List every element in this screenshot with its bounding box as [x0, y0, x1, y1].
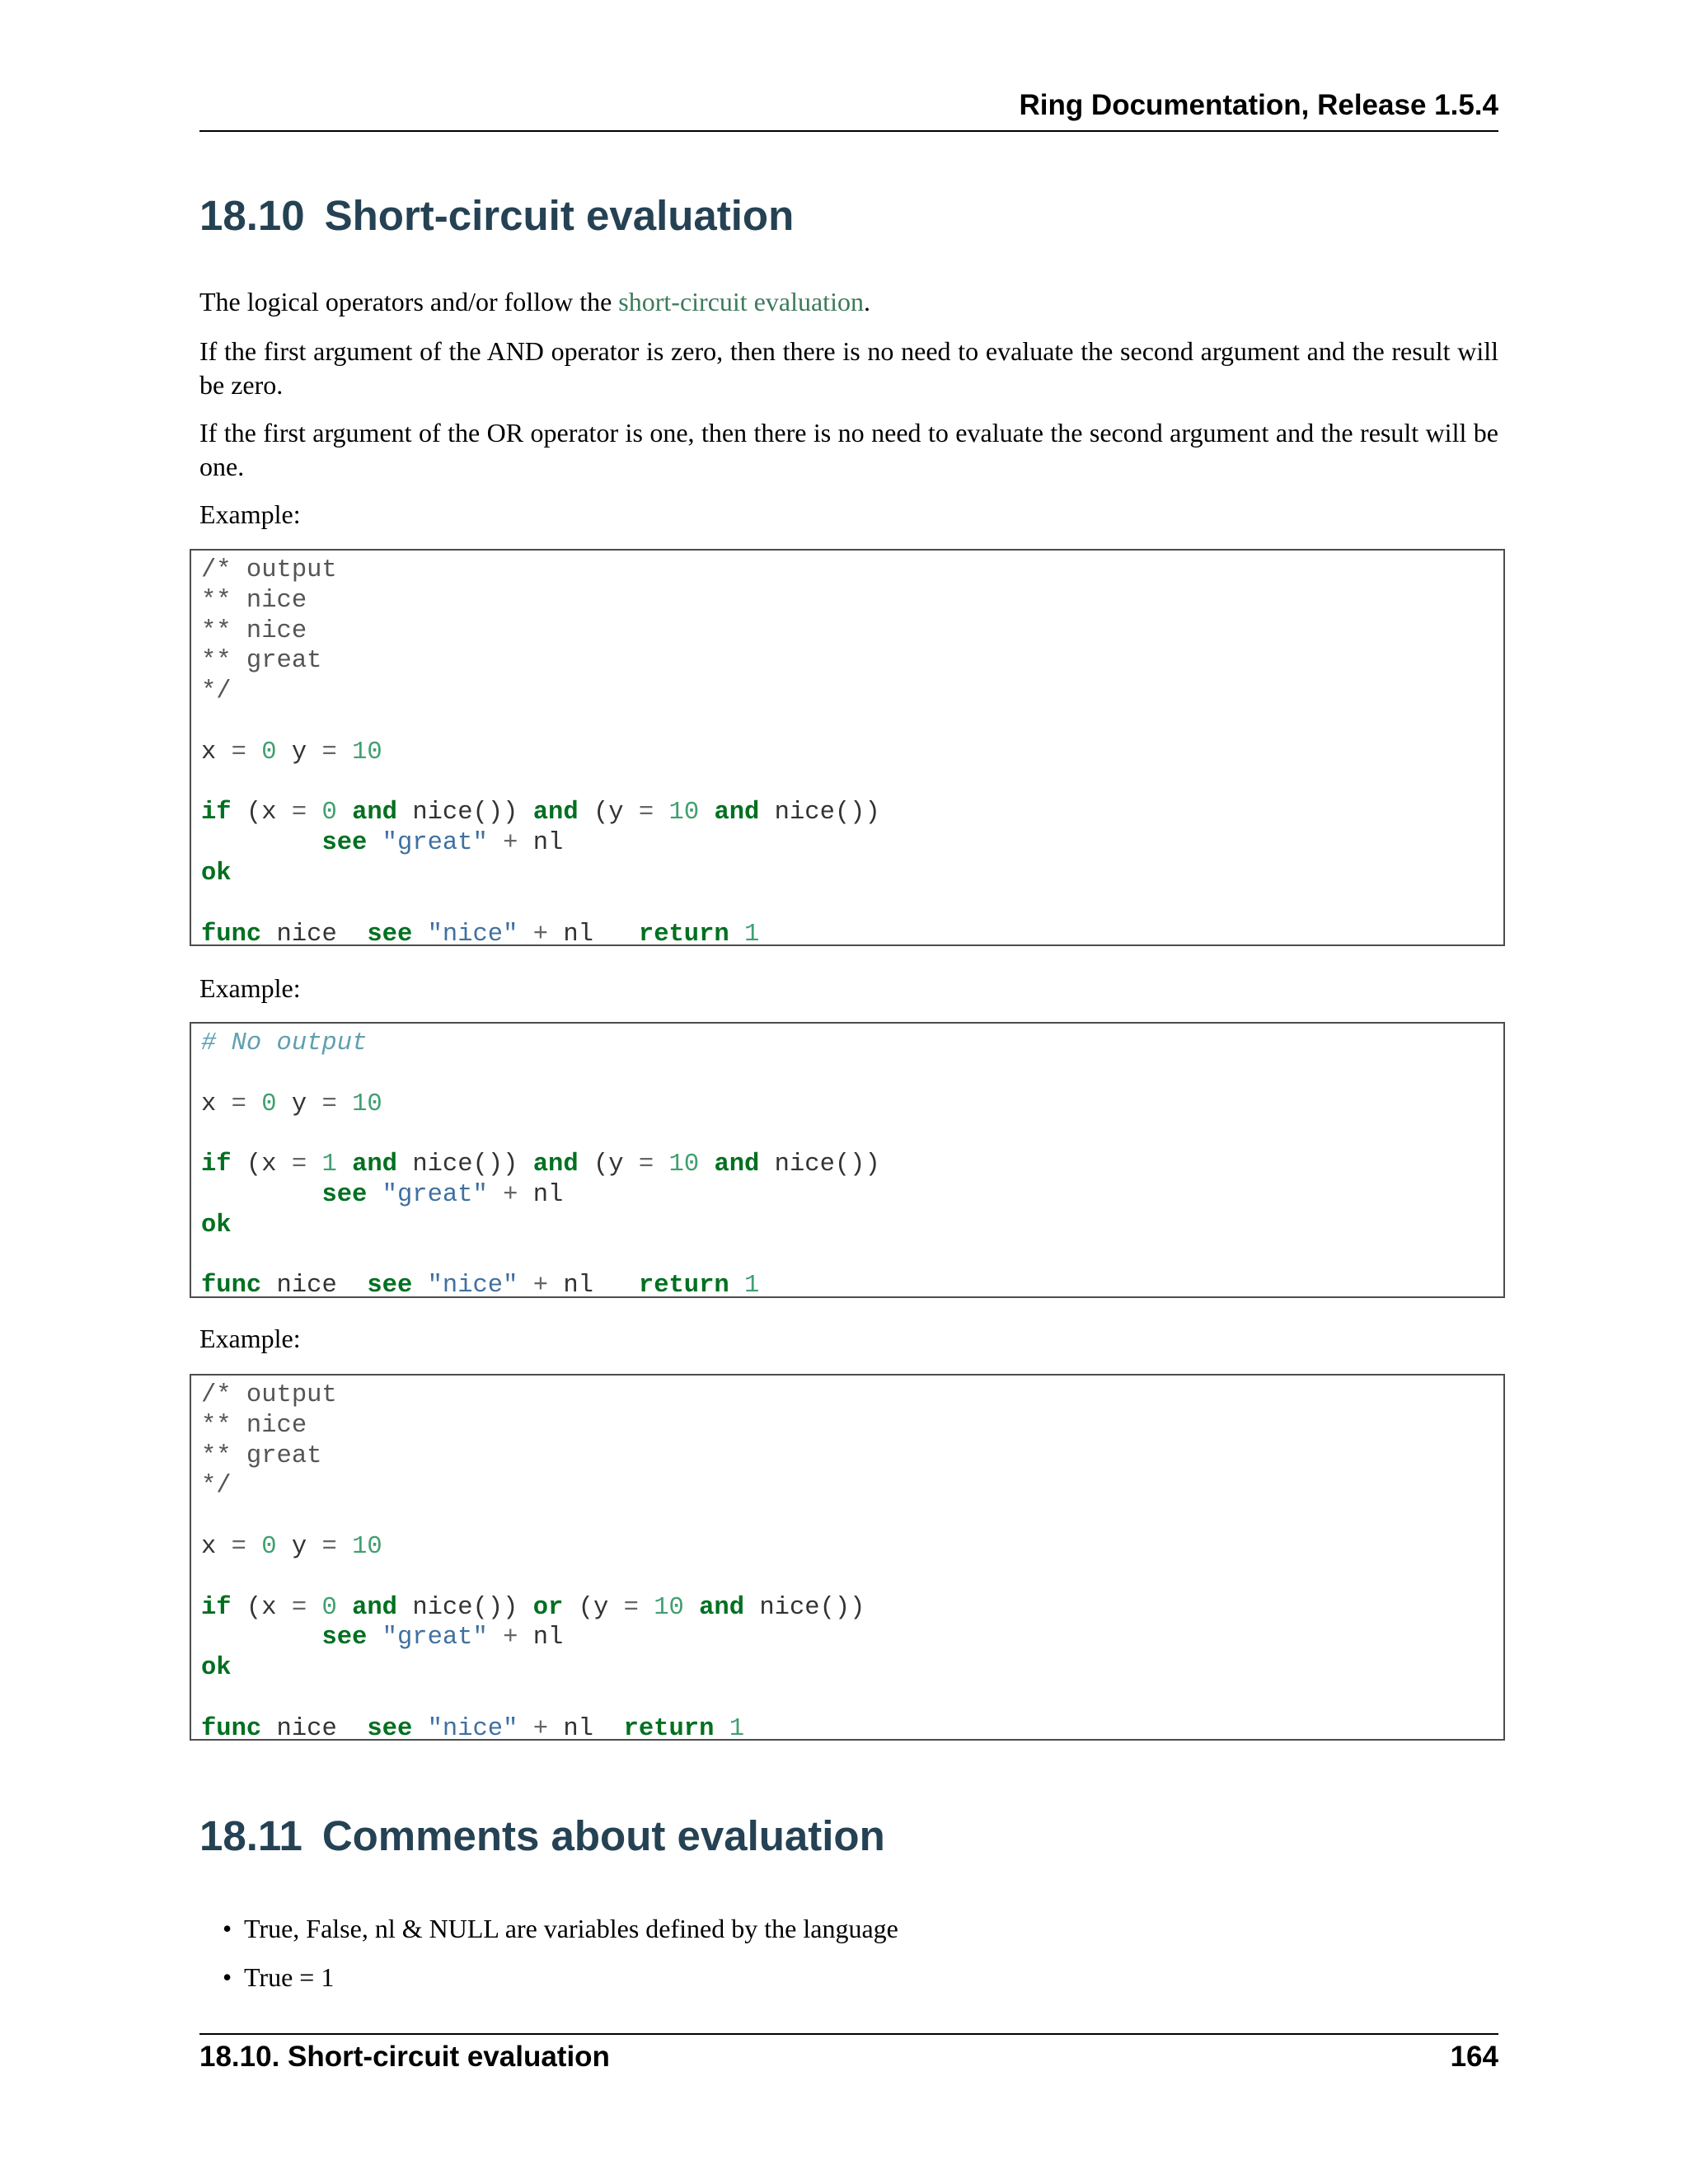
code-comment: # No output — [201, 1029, 368, 1057]
intro-paragraph — [199, 285, 1498, 319]
list-item: • True = 1 — [244, 1961, 1480, 2009]
section-title: Comments about evaluation — [321, 1812, 885, 1859]
section-title: Short-circuit evaluation — [324, 192, 795, 239]
and-operator-paragraph: If the first argument of the AND operator is zero, then there is no need to evaluate the second argument and the result will be zero. — [199, 336, 1498, 400]
example-label: Example: — [199, 499, 301, 529]
code-line: ** great — [201, 1441, 322, 1470]
code-block-example-1: /* output ** nice ** nice ** great */ x = 0 y = 10 if (x = 0 and nice()) and (y = 10 and nice()) see "great" + nl ok func nice see "nice" + nl return 1 — [190, 549, 1505, 946]
section-heading-short-circuit — [199, 191, 794, 240]
code-line: /* output — [201, 1381, 337, 1409]
code-line: ** nice — [201, 1411, 307, 1440]
footer-rule — [199, 2033, 1498, 2035]
code-block-example-3: /* output ** nice ** great */ x = 0 y = 10 if (x = 0 and nice()) or (y = 10 and nice()) see "great" + nl ok func nice see "nice" + nl return 1 — [190, 1374, 1505, 1741]
footer-section-title: 18.10. Short-circuit evaluation — [199, 2041, 610, 2073]
section-number: 18.10 — [199, 192, 305, 239]
or-operator-paragraph: If the first argument of the OR operator is one, then there is no need to evaluate the second argument and the result will be one. — [199, 418, 1498, 481]
code-line: ** nice — [201, 616, 307, 645]
section-number: 18.11 — [199, 1812, 302, 1859]
code-block-example-2: # No output x = 0 y = 10 if (x = 1 and nice()) and (y = 10 and nice()) see "great" + nl ok func nice see "nice" + nl return 1 — [190, 1022, 1505, 1298]
example-label: Example: — [199, 1324, 301, 1353]
example-label: Example: — [199, 973, 301, 1003]
short-circuit-link[interactable]: short-circuit evaluation — [618, 287, 864, 316]
code-line: ** great — [201, 647, 322, 676]
code-line: */ — [201, 677, 232, 706]
running-header: Ring Documentation, Release 1.5.4 — [1019, 89, 1498, 121]
bullet-list — [244, 1912, 1480, 2009]
header-rule — [199, 130, 1498, 132]
code-line: /* output — [201, 556, 337, 584]
page-number: 164 — [1450, 2041, 1498, 2073]
code-line: */ — [201, 1472, 232, 1501]
intro-text: The logical operators and/or follow the — [199, 287, 619, 316]
section-heading-comments — [199, 1811, 885, 1860]
intro-period: . — [863, 287, 870, 316]
code-line: ** nice — [201, 586, 307, 615]
list-item: • True, False, nl & NULL are variables defined by the language — [244, 1912, 1480, 1961]
